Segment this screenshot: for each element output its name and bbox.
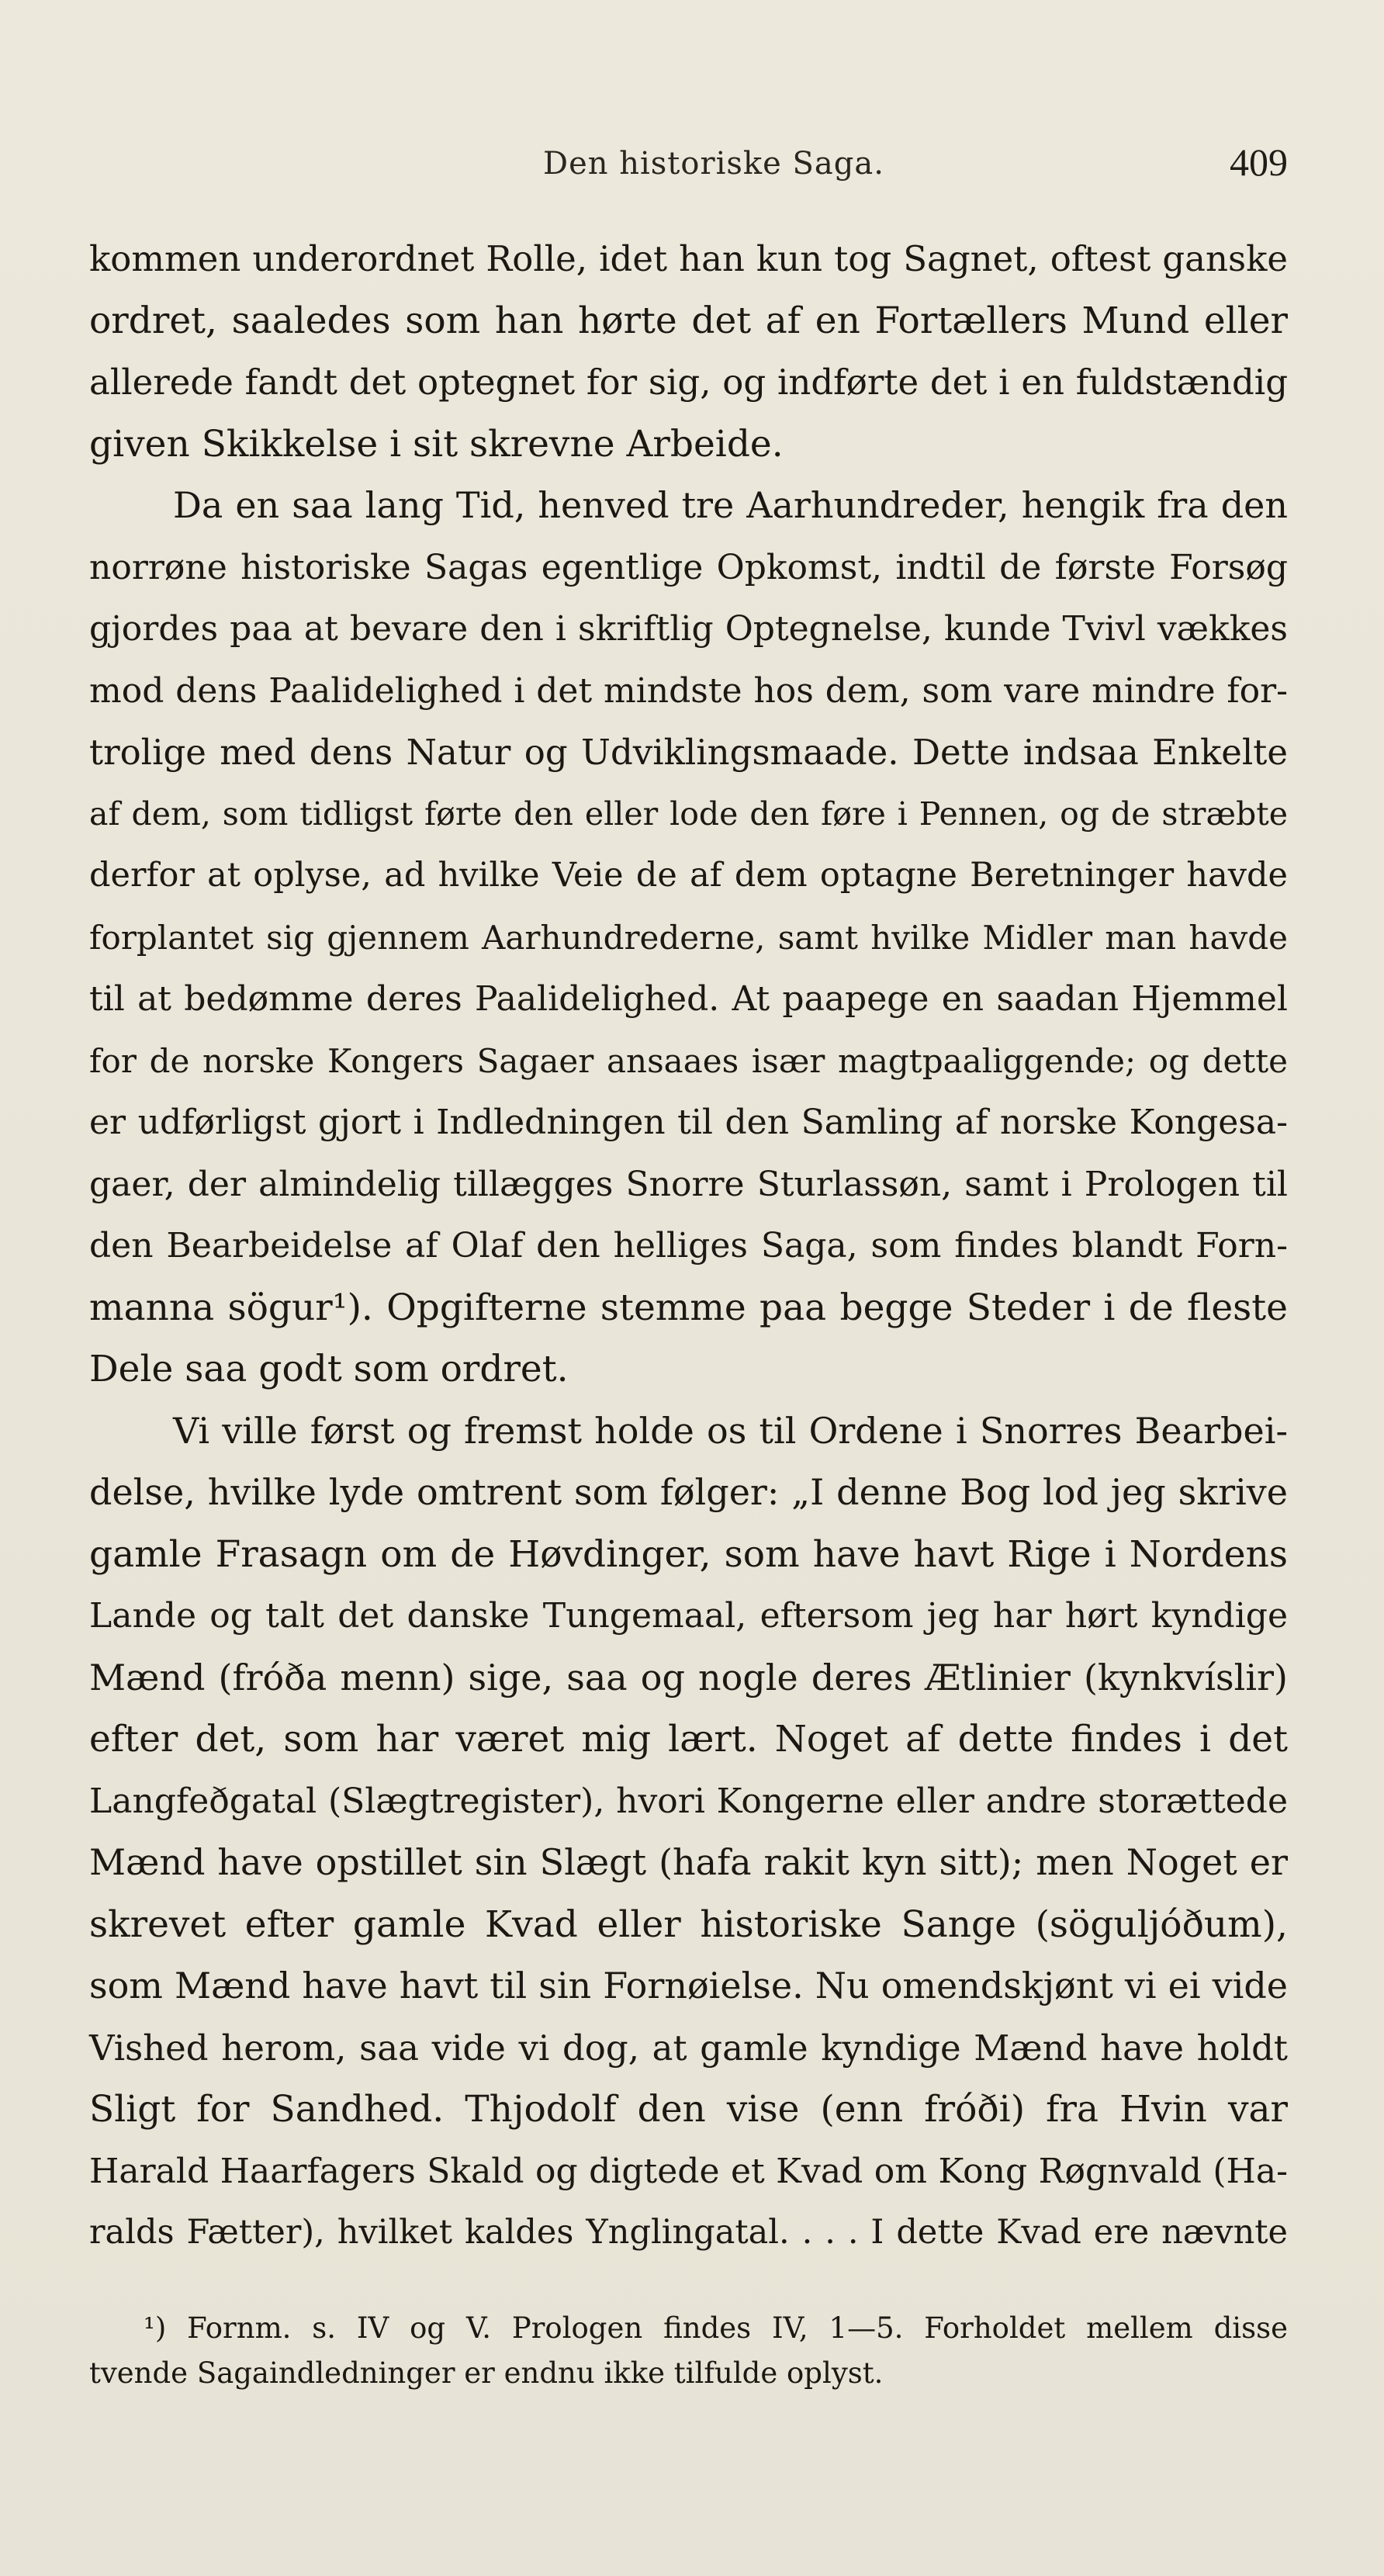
running-title: Den historiske Saga. (543, 146, 884, 182)
text-line: den Bearbeidelse af Olaf den helliges Saga, som findes blandt Forn- (89, 1226, 1288, 1265)
text-line: gamle Frasagn om de Høvdinger, som have havt Rige i Nordens (89, 1532, 1288, 1576)
page-number: 409 (1230, 140, 1288, 184)
text-line: til at bedømme deres Paalidelighed. At paapege en saadan Hjemmel (89, 979, 1288, 1019)
text-line: manna sögur¹). Opgifterne stemme paa begge Steder i de fleste (89, 1286, 1288, 1329)
text-line: Lande og talt det danske Tungemaal, eftersom jeg har hørt kyndige (89, 1596, 1288, 1636)
text-line: Vished herom, saa vide vi dog, at gamle kyndige Mænd have holdt (89, 2027, 1288, 2069)
text-line: gaer, der almindelig tillægges Snorre Sturlassøn, samt i Prologen til (89, 1164, 1288, 1204)
text-line: forplantet sig gjennem Aarhundrederne, samt hvilke Midler man havde (89, 918, 1288, 957)
text-line: Harald Haarfagers Skald og digtede et Kvad om Kong Røgnvald (Ha- (89, 2151, 1288, 2191)
text-line: Dele saa godt som ordret. (89, 1348, 569, 1390)
text-line: er udførligst gjort i Indledningen til den Samling af norske Kongesa- (89, 1103, 1288, 1142)
text-line: Langfeðgatal (Slægtregister), hvori Kongerne eller andre storættede (89, 1781, 1288, 1821)
text-line: ordret, saaledes som han hørte det af en Fortællers Mund eller (89, 299, 1288, 342)
text-line: for de norske Kongers Sagaer ansaaes især magtpaaliggende; og dette (89, 1041, 1288, 1080)
text-line: Mænd have opstillet sin Slægt (hafa rakit kyn sitt); men Noget er (89, 1841, 1288, 1883)
text-line: af dem, som tidligst førte den eller lode den føre i Pennen, og de stræbte (89, 795, 1288, 833)
text-line: skrevet efter gamle Kvad eller historiske Sange (söguljóðum), (89, 1903, 1288, 1946)
running-head (0, 140, 1384, 194)
text-line: ralds Fætter), hvilket kaldes Ynglingatal. . . . I dette Kvad ere nævnte (89, 2213, 1288, 2252)
footnote-line: tvende Sagaindledninger er endnu ikke tilfulde oplyst. (89, 2356, 884, 2390)
text-line: trolige med dens Natur og Udviklingsmaade. Dette indsaa Enkelte (89, 732, 1288, 773)
text-line: efter det, som har været mig lært. Noget af dette findes i det (89, 1718, 1288, 1761)
footnotes (89, 2306, 1288, 2396)
text-line: derfor at oplyse, ad hvilke Veie de af dem optagne Beretninger havde (89, 856, 1288, 895)
text-line: given Skikkelse i sit skrevne Arbeide. (89, 422, 784, 466)
paragraph-start-line: Da en saa lang Tid, henved tre Aarhundreder, hengik fra den (173, 484, 1288, 526)
footnote-line: ¹) Fornm. s. IV og V. Prologen findes IV, 1—5. Forholdet mellem disse (144, 2311, 1288, 2345)
text-line: gjordes paa at bevare den i skriftlig Optegnelse, kunde Tvivl vækkes (89, 609, 1288, 649)
text-line: Sligt for Sandhed. Thjodolf den vise (enn fróði) fra Hvin var (89, 2088, 1288, 2131)
paragraph-start-line: Vi ville først og fremst holde os til Ordene i Snorres Bearbei- (173, 1409, 1288, 1452)
body-text (89, 228, 1288, 2264)
text-line: kommen underordnet Rolle, idet han kun tog Sagnet, oftest ganske (89, 238, 1288, 279)
text-line: allerede fandt det optegnet for sig, og indførte det i en fuldstændig (89, 362, 1288, 403)
text-line: Mænd (fróða menn) sige, saa og nogle deres Ætlinier (kynkvíslir) (89, 1656, 1288, 1698)
text-line: mod dens Paalidelighed i det mindste hos dem, som vare mindre for- (89, 670, 1288, 711)
text-line: norrøne historiske Sagas egentlige Opkomst, indtil de første Forsøg (89, 547, 1288, 587)
text-line: som Mænd have havt til sin Fornøielse. Nu omendskjønt vi ei vide (89, 1965, 1288, 2006)
text-line: delse, hvilke lyde omtrent som følger: „I denne Bog lod jeg skrive (89, 1471, 1288, 1513)
